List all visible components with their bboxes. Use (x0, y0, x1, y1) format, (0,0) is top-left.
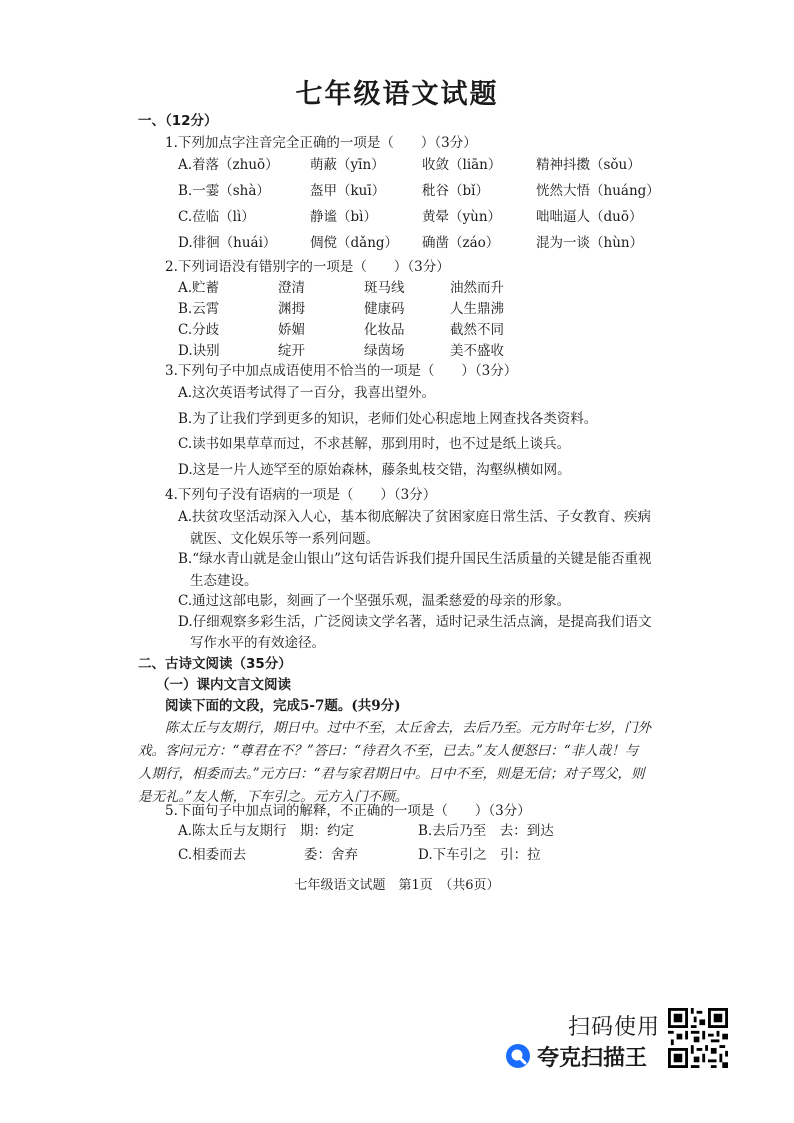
scan-label: 扫码使用 (568, 1015, 661, 1040)
q2-option-b3: 健康码 (364, 301, 405, 317)
q1-option-b2: 盔甲（kuī） (310, 183, 386, 199)
q1-option-d3: 确凿（záo） (422, 235, 500, 251)
q1-option-c4: 咄咄逼人（duō） (536, 209, 643, 225)
page-title: 七年级语文试题 (295, 79, 499, 110)
q1-option-b4: 恍然大悟（huáng） (536, 183, 660, 199)
q2-option-a2: 澄清 (278, 280, 305, 296)
passage-line-4: 是无礼。”友人惭，下车引之。元方入门不顾。 (138, 789, 409, 805)
q1-option-a4: 精神抖擞（sǒu） (536, 157, 641, 173)
q1-option-d1: D.徘徊（huái） (178, 235, 277, 251)
qr-code-icon[interactable] (668, 1008, 728, 1068)
q4-option-b-line2: 生态建设。 (190, 573, 258, 589)
q2-option-c1: C.分歧 (178, 322, 220, 338)
q2-option-d3: 绿茵场 (364, 343, 405, 359)
q5-option-a: A.陈太丘与友期行 期：约定 (178, 823, 355, 839)
passage-line-1: 陈太丘与友期行，期日中。过中不至，太丘舍去，去后乃至。元方时年七岁，门外 (165, 720, 651, 736)
passage-line-3: 人期行，相委而去。”元方曰：“君与家君期日中。日中不至，则是无信；对子骂父，则 (138, 766, 645, 782)
q1-option-b1: B.一霎（shà） (178, 183, 270, 199)
q5-option-c-meaning: 委：舍弃 (304, 847, 358, 863)
quark-logo-icon (505, 1043, 531, 1069)
q1-option-c1: C.莅临（lì） (178, 209, 255, 225)
q2-option-b4: 人生鼎沸 (450, 301, 504, 317)
page-footer: 七年级语文试题 第1页 （共6页） (294, 878, 500, 893)
q5-option-d: D.下车引之 引：拉 (418, 847, 541, 863)
q4-option-b-line1: B.“绿水青山就是金山银山”这句话告诉我们提升国民生活质量的关键是能否重视 (178, 551, 652, 567)
q2-stem: 2.下列词语没有错别字的一项是（ ）（3分） (165, 259, 450, 275)
q5-option-c: C.相委而去 (178, 847, 247, 863)
q2-option-d1: D.诀别 (178, 343, 220, 359)
q3-option-c: C.读书如果草草而过，不求甚解，那到用时，也不过是纸上谈兵。 (178, 436, 571, 452)
q4-option-a-line1: A.扶贫攻坚活动深入人心，基本彻底解决了贫困家庭日常生活、子女教育、疾病 (178, 509, 652, 525)
q1-option-c3: 黄晕（yùn） (422, 209, 502, 225)
q1-option-a2: 萌蔽（yīn） (310, 157, 385, 173)
q2-option-c3: 化妆品 (364, 322, 405, 338)
section-2-heading: 二、古诗文阅读（35分） (138, 656, 292, 672)
q1-option-c2: 静谧（bì） (310, 209, 377, 225)
q2-option-a4: 油然而升 (450, 280, 504, 296)
section-1-heading: 一、（12分） (138, 113, 218, 129)
reading-instruction: 阅读下面的文段，完成5-7题。(共9分) (165, 698, 401, 714)
q1-stem: 1.下列加点字注音完全正确的一项是（ ）（3分） (165, 135, 477, 151)
q4-option-d-line2: 写作水平的有效途径。 (190, 635, 325, 651)
q3-option-a: A.这次英语考试得了一百分，我喜出望外。 (178, 385, 436, 401)
scanner-app-name: 夸克扫描王 (537, 1045, 648, 1071)
q4-stem: 4.下列句子没有语病的一项是（ ）（3分） (165, 487, 437, 503)
q2-option-c2: 娇媚 (278, 322, 305, 338)
section-2-subheading: （一）课内文言文阅读 (156, 677, 291, 693)
q2-option-d4: 美不盛收 (450, 343, 504, 359)
q2-option-b1: B.云霄 (178, 301, 220, 317)
scanner-app-brand (505, 1042, 647, 1070)
q4-option-c: C.通过这部电影，刻画了一个坚强乐观，温柔慈爱的母亲的形象。 (178, 593, 571, 609)
q3-option-b: B.为了让我们学到更多的知识，老师们处心积虑地上网查找各类资料。 (178, 411, 598, 427)
q1-option-b3: 秕谷（bǐ） (422, 183, 489, 199)
q5-stem: 5.下面句子中加点词的解释，不正确的一项是（ ）（3分） (165, 803, 531, 819)
q4-option-a-line2: 就医、文化娱乐等一系列问题。 (190, 531, 379, 547)
q3-stem: 3.下列句子中加点成语使用不恰当的一项是（ ）（3分） (165, 363, 518, 379)
q1-option-a1: A.着落（zhuō） (178, 157, 279, 173)
q2-option-b2: 渊拇 (278, 301, 305, 317)
q2-option-a3: 斑马线 (364, 280, 405, 296)
q2-option-c4: 截然不同 (450, 322, 504, 338)
q3-option-d: D.这是一片人迹罕至的原始森林，藤条虬枝交错，沟壑纵横如网。 (178, 462, 571, 478)
q2-option-a1: A.贮蓄 (178, 280, 220, 296)
q2-option-d2: 绽开 (278, 343, 305, 359)
q1-option-d2: 倜傥（dǎng） (310, 235, 399, 251)
q1-option-a3: 收敛（liān） (422, 157, 502, 173)
passage-line-2: 戏。客问元方：“尊君在不？”答曰：“待君久不至，已去。”友人便怒曰：“非人哉！与 (138, 743, 639, 759)
q1-option-d4: 混为一谈（hùn） (536, 235, 644, 251)
q5-option-b: B.去后乃至 去：到达 (418, 823, 554, 839)
q4-option-d-line1: D.仔细观察多彩生活，广泛阅读文学名著，适时记录生活点滴，是提高我们语文 (178, 614, 652, 630)
